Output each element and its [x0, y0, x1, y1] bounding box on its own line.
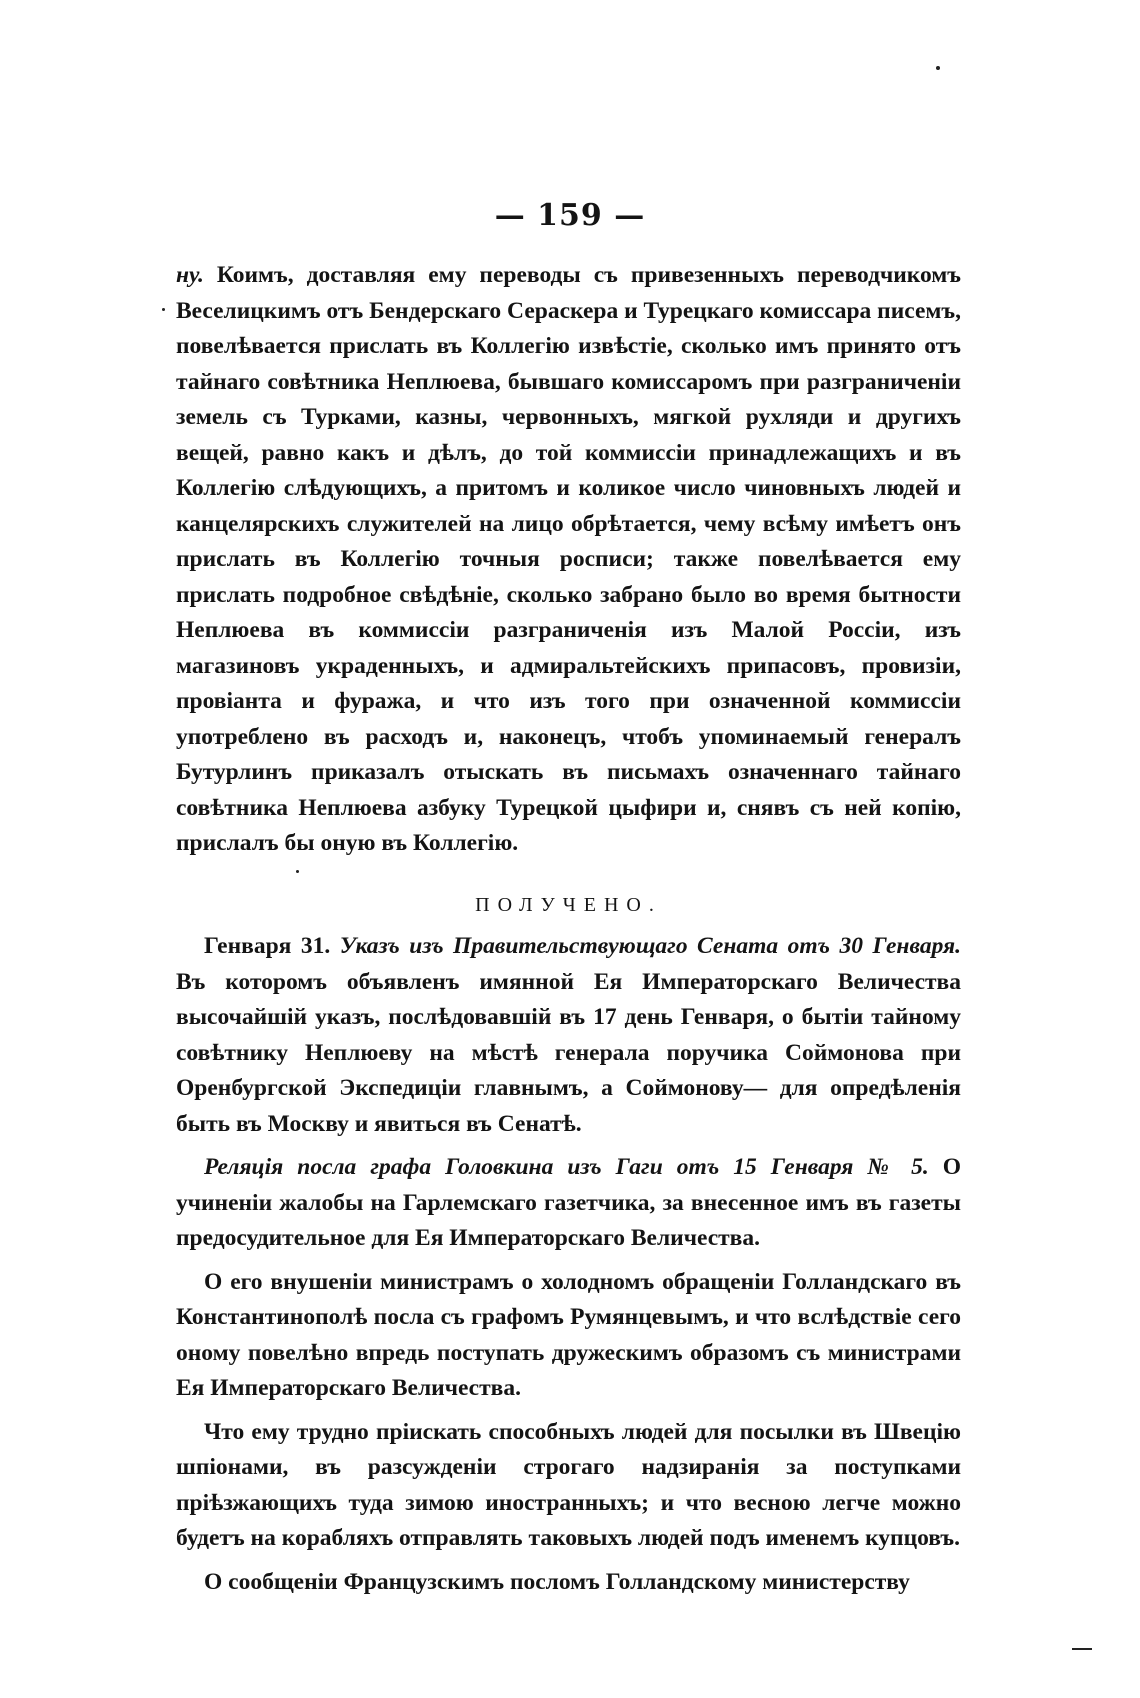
scan-speck: [162, 308, 165, 311]
paragraph-continuation: [176, 258, 961, 862]
entry-relation-title: Реляція посла графа Головкина изъ Гаги отъ 15 Генваря № 5.: [204, 1154, 929, 1180]
entry-decree-text: Въ которомъ объявленъ имянной Ея Императорскаго Величества высочайшій указъ, послѣдовавшій въ 17 день Генваря, о бытіи тайному совѣтнику Неплюеву на мѣстѣ генерала поручика Соймонова при Оренбургской Экспедиціи главнымъ, а Соймонову— для опредѣленія быть въ Москву и явиться въ Сенатѣ.: [176, 968, 961, 1137]
page-number: — 159 —: [494, 198, 646, 233]
entry-spies: [176, 1415, 961, 1557]
entry-decree-title: Указъ изъ Правительствующаго Сената отъ 30 Генваря.: [330, 933, 961, 959]
scan-speck: [296, 870, 299, 873]
scan-mark: [1072, 1648, 1092, 1650]
entry-decree-date: Генваря 31.: [204, 933, 331, 959]
entry-ministers: [176, 1265, 961, 1407]
entry-relation: [176, 1150, 961, 1257]
entry-spies-text: Что ему трудно пріискать способныхъ людей для посылки въ Швецію шпіонами, въ разсужденіи строгаго надзиранія за поступками пріѣзжающихъ туда зимою иностранныхъ; и что весною легче можно будетъ на корабляхъ отправлять таковыхъ людей подъ именемъ купцовъ.: [176, 1418, 961, 1551]
entry-relation-text: О учиненіи жалобы на Гарлемскаго газетчика, за внесенное имъ въ газеты предосудительное для Ея Императорскаго Величества.: [176, 1154, 962, 1251]
scan-speck: [936, 66, 940, 70]
entry-french-ambassador: [176, 1565, 961, 1601]
entry-ministers-text: О его внушеніи министрамъ о холодномъ обращеніи Голландскаго въ Константинополѣ посла съ графомъ Румянцевымъ, и что вслѣдствіе сего оному повелѣно впредь поступать дружескимъ образомъ съ министрами Ея Императорскаго Величества.: [176, 1268, 961, 1401]
document-body: [176, 258, 961, 1600]
paragraph-continuation-text: Коимъ, доставляя ему переводы съ привезенныхъ переводчикомъ Веселицкимъ отъ Бендерскаго Сераскера и Турецкаго комиссара писемъ, повелѣвается прислать въ Коллегію извѣстіе, сколько имъ принято отъ тайнаго совѣтника Неплюева, бывшаго комиссаромъ при разграниченіи земель съ Турками, казны, червонныхъ, мягкой рухляди и другихъ вещей, равно какъ и дѣлъ, до той коммиссіи принадлежащихъ и въ Коллегію слѣдующихъ, а притомъ и коликое число чиновныхъ людей и канцелярскихъ служителей на лицо обрѣтается, чему всѣму имѣетъ онъ прислать въ Коллегію точныя росписи; также повелѣвается ему прислать подробное свѣдѣніе, сколько забрано было во время бытности Неплюева въ коммиссіи разграниченія изъ Малой Россіи, изъ магазиновъ украденныхъ, и адмиральтейскихъ припасовъ, провизіи, провіанта и фуража, и что изъ того при означенной коммиссіи употреблено въ расходъ и, наконецъ, чтобъ упоминаемый генералъ Бутурлинъ приказалъ отыскать въ письмахъ означеннаго тайнаго совѣтника Неплюева азбуку Турецкой цыфири и, снявъ съ ней копію, прислалъ бы оную въ Коллегію.: [176, 262, 961, 856]
section-heading: ПОЛУЧЕНО.: [475, 893, 662, 916]
paragraph-continuation-lead: ну.: [176, 262, 204, 288]
entry-decree: [176, 929, 961, 1142]
entry-french-ambassador-text: О сообщеніи Французскимъ посломъ Голландскому министерству: [204, 1568, 910, 1595]
